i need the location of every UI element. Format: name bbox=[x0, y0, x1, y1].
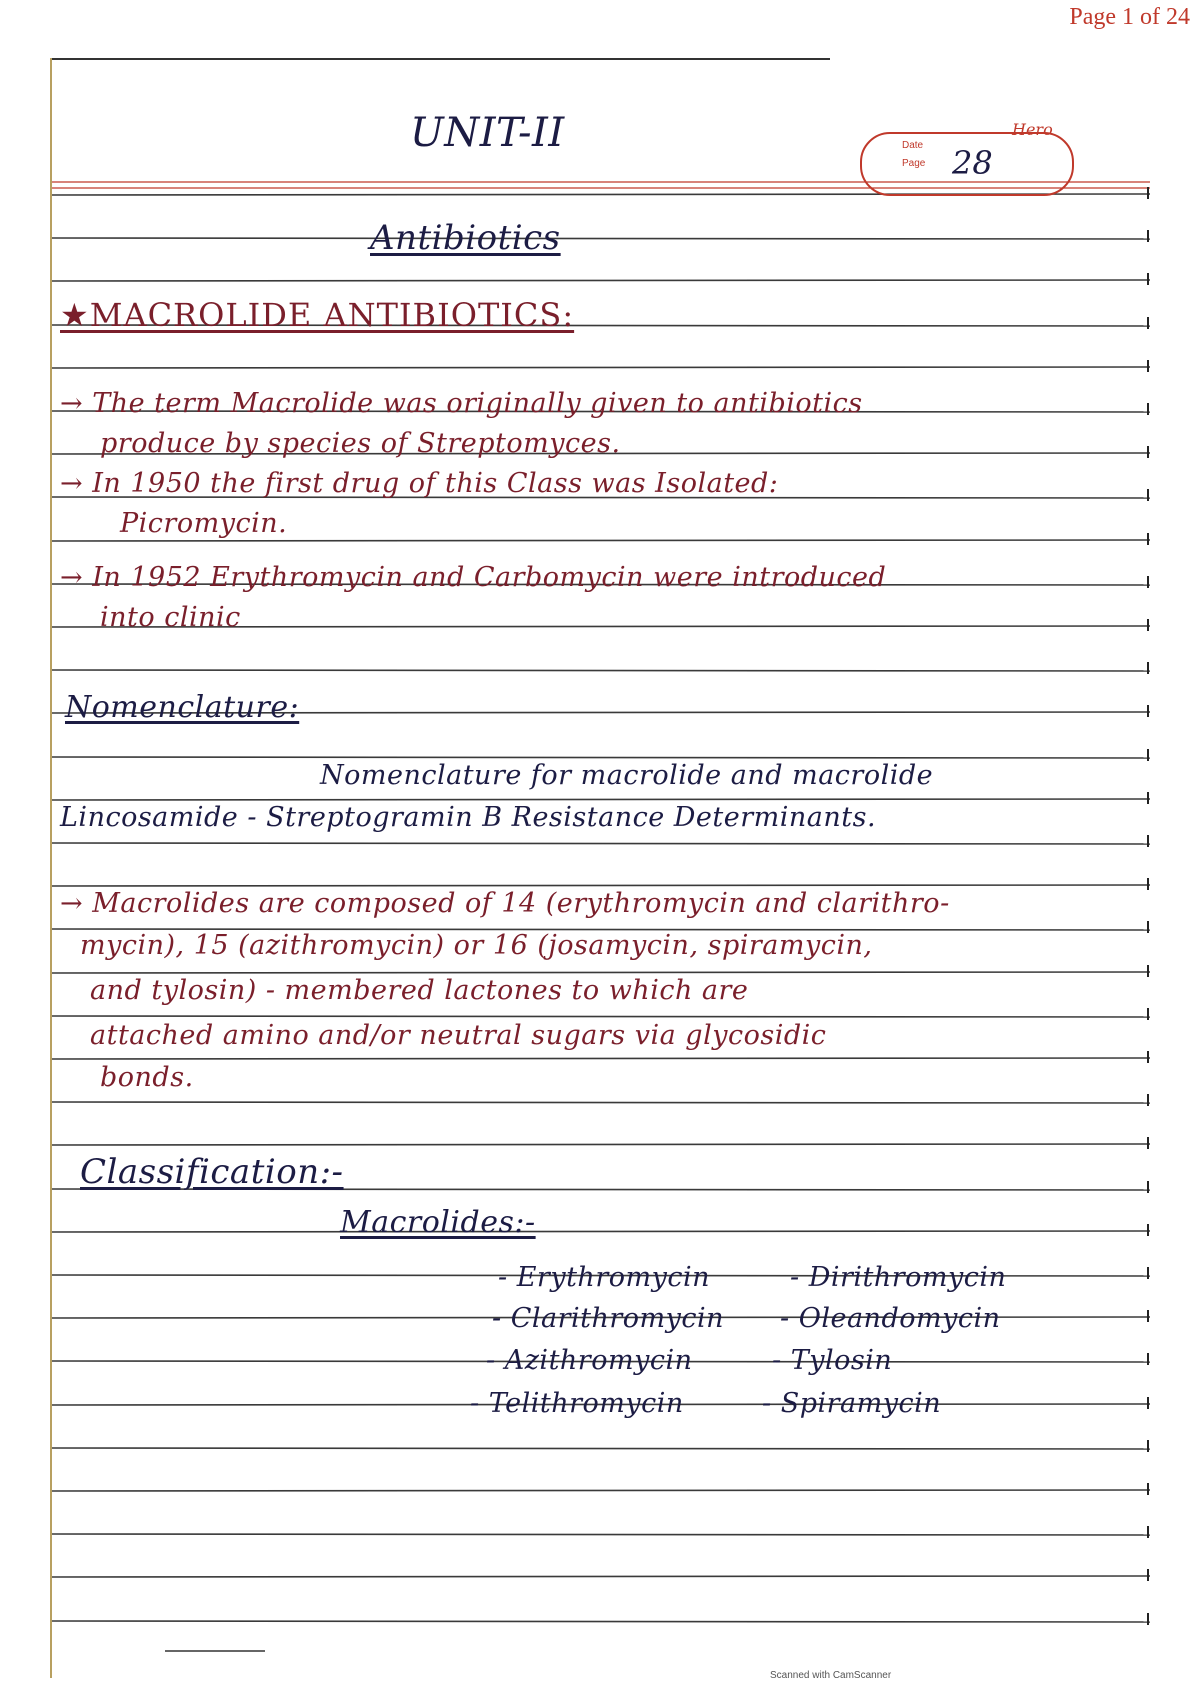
unit-title: UNIT-II bbox=[410, 110, 565, 156]
left-margin-line bbox=[50, 58, 52, 1678]
ruled-line bbox=[50, 1016, 1150, 1017]
ruled-line bbox=[50, 843, 1150, 844]
section-heading: ★MACROLIDE ANTIBIOTICS: bbox=[60, 296, 575, 334]
macrolides-line: and tylosin) - membered lactones to which are bbox=[90, 975, 749, 1006]
macrolides-line: attached amino and/or neutral sugars via glycosidic bbox=[90, 1020, 827, 1051]
date-page-box bbox=[860, 120, 1074, 196]
ruled-line bbox=[50, 238, 1150, 239]
ruled-line bbox=[50, 799, 1150, 800]
ruled-line bbox=[50, 1058, 1150, 1059]
intro-line: → The term Macrolide was originally given to antibiotics bbox=[60, 388, 863, 419]
nomenclature-heading: Nomenclature: bbox=[65, 690, 300, 725]
ruled-line bbox=[50, 885, 1150, 886]
ruled-line bbox=[50, 1448, 1150, 1449]
ruled-line bbox=[50, 280, 1150, 281]
intro-line: into clinic bbox=[100, 602, 241, 633]
drug-right: - Dirithromycin bbox=[790, 1262, 1007, 1293]
ruled-line bbox=[50, 1231, 1150, 1232]
drug-left: - Telithromycin bbox=[470, 1388, 684, 1419]
ruled-line bbox=[50, 1144, 1150, 1145]
ruled-line bbox=[50, 367, 1150, 368]
notebook-brand: Hero bbox=[1012, 120, 1053, 139]
topic-title: Antibiotics bbox=[370, 218, 561, 258]
ruled-line bbox=[50, 540, 1150, 541]
drug-left: - Erythromycin bbox=[498, 1262, 710, 1293]
classification-heading: Classification:- bbox=[80, 1152, 344, 1192]
macrolides-line: mycin), 15 (azithromycin) or 16 (josamycin, spiramycin, bbox=[80, 930, 873, 961]
top-rule bbox=[50, 58, 830, 60]
macrolides-subheading: Macrolides:- bbox=[340, 1205, 536, 1240]
date-label: Date bbox=[902, 140, 924, 151]
ruled-line bbox=[50, 1534, 1150, 1535]
drug-left: - Clarithromycin bbox=[492, 1303, 725, 1334]
nomenclature-line: Nomenclature for macrolide and macrolide bbox=[320, 760, 934, 791]
drug-right: - Spiramycin bbox=[762, 1388, 942, 1419]
drug-left: - Azithromycin bbox=[486, 1345, 693, 1376]
intro-line: produce by species of Streptomyces. bbox=[100, 428, 621, 459]
intro-line: → In 1952 Erythromycin and Carbomycin were introduced bbox=[60, 562, 887, 593]
footer-note: Scanned with CamScanner bbox=[770, 1670, 892, 1681]
footer-dash bbox=[165, 1650, 265, 1652]
macrolides-line: bonds. bbox=[100, 1062, 194, 1093]
page-label: Page bbox=[902, 158, 926, 169]
page-number: Page 1 of 24 bbox=[1069, 4, 1190, 30]
intro-line: Picromycin. bbox=[120, 508, 288, 539]
ruled-line bbox=[50, 1621, 1150, 1622]
ruled-line bbox=[50, 1102, 1150, 1103]
nomenclature-line: Lincosamide - Streptogramin B Resistance Determinants. bbox=[60, 802, 877, 833]
intro-line: → In 1950 the first drug of this Class was Isolated: bbox=[60, 468, 779, 499]
macrolides-line: → Macrolides are composed of 14 (erythromycin and clarithro- bbox=[60, 888, 950, 919]
ruled-line bbox=[50, 972, 1150, 973]
ruled-line bbox=[50, 1576, 1150, 1577]
ruled-line bbox=[50, 670, 1150, 671]
ruled-line bbox=[50, 757, 1150, 758]
ruled-line bbox=[50, 1490, 1150, 1491]
page-value: 28 bbox=[952, 144, 993, 182]
drug-right: - Tylosin bbox=[772, 1345, 893, 1376]
drug-right: - Oleandomycin bbox=[780, 1303, 1001, 1334]
